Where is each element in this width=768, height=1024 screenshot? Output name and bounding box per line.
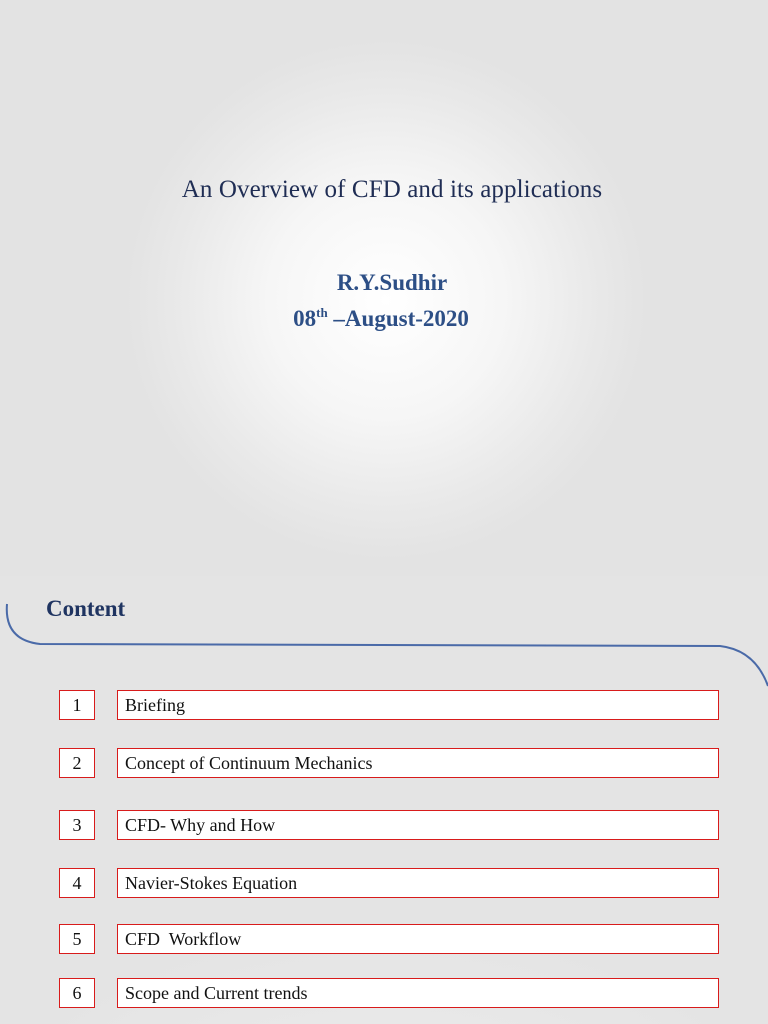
- content-item-5: [0, 924, 768, 956]
- presentation-date: [0, 306, 762, 332]
- item-number-box: 5: [59, 924, 95, 954]
- item-label-box: Scope and Current trends: [117, 978, 719, 1008]
- content-heading: Content: [46, 596, 126, 621]
- item-number-box: 6: [59, 978, 95, 1008]
- item-number-box: 1: [59, 690, 95, 720]
- content-item-3: [0, 810, 768, 842]
- content-item-2: [0, 748, 768, 780]
- item-label-box: Navier-Stokes Equation: [117, 868, 719, 898]
- item-label-box: Briefing: [117, 690, 719, 720]
- presentation-title: An Overview of CFD and its applications: [181, 176, 603, 203]
- item-label-box: CFD Workflow: [117, 924, 719, 954]
- date-suffix: th: [316, 305, 328, 320]
- content-item-4: [0, 868, 768, 900]
- author-name: R.Y.Sudhir: [336, 270, 448, 295]
- date-day: 08: [293, 306, 317, 331]
- content-item-6: [0, 978, 768, 1010]
- item-label-box: CFD- Why and How: [117, 810, 719, 840]
- date-rest: –August-2020: [327, 306, 469, 331]
- content-item-1: [0, 690, 768, 722]
- item-number-box: 4: [59, 868, 95, 898]
- item-number-box: 2: [59, 748, 95, 778]
- content-slide: [0, 576, 768, 1024]
- item-number-box: 3: [59, 810, 95, 840]
- item-label-box: Concept of Continuum Mechanics: [117, 748, 719, 778]
